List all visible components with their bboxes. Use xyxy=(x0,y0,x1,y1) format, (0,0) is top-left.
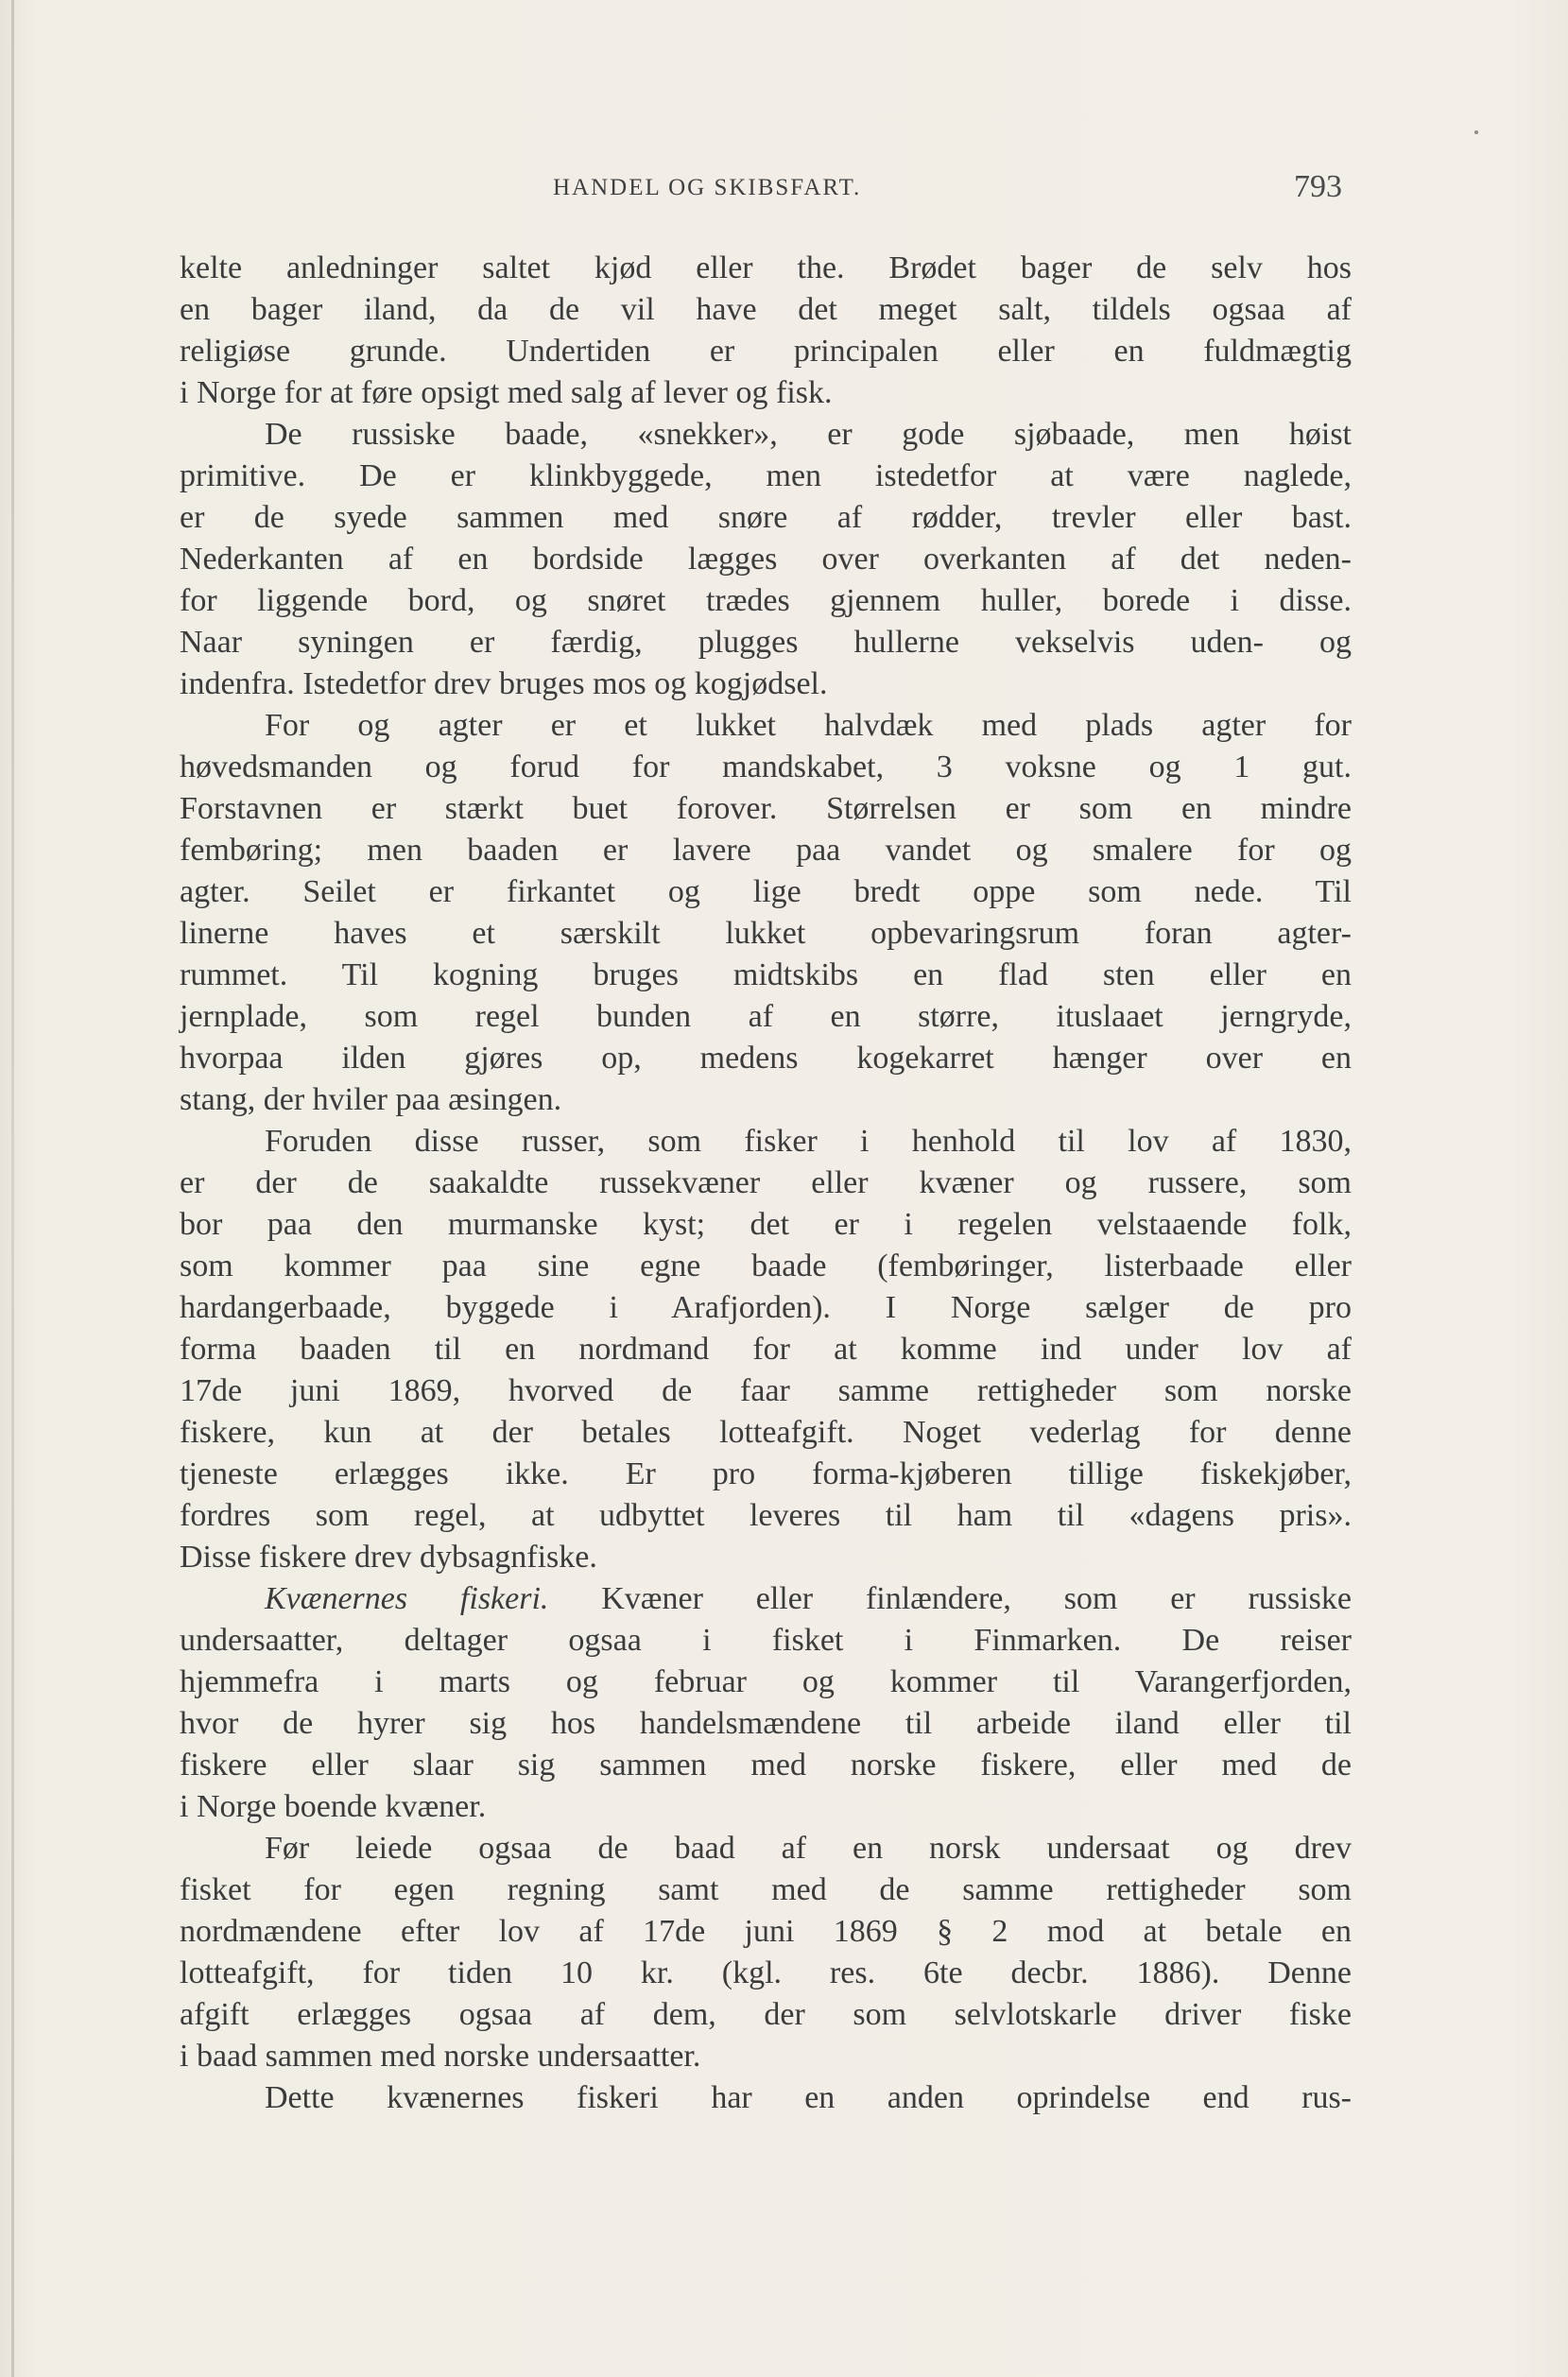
line-text: Nederkanten af en bordside lægges over overkanten af det neden- xyxy=(180,542,1352,577)
line-text: for liggende bord, og snøret trædes gjennem huller, borede i disse. xyxy=(180,583,1352,618)
text-line xyxy=(180,1828,1352,1869)
italic-heading: Kvænernes fiskeri. xyxy=(265,1581,549,1616)
line-text: hjemmefra i marts og februar og kommer til Varangerfjorden, xyxy=(180,1664,1352,1699)
text-line xyxy=(180,1329,1352,1370)
line-text: indenfra. Istedetfor drev bruges mos og kogjødsel. xyxy=(180,666,828,701)
text-line xyxy=(180,830,1352,871)
running-title: HANDEL OG SKIBSFART. xyxy=(553,175,862,200)
line-text: tjeneste erlægges ikke. Er pro forma-kjøberen tillige fiskekjøber, xyxy=(180,1456,1352,1491)
line-text: Dette kvænernes fiskeri har en anden oprindelse end rus- xyxy=(265,2080,1352,2115)
line-text: er der de saakaldte russekvæner eller kvæner og russere, som xyxy=(180,1165,1352,1200)
line-text: Naar syningen er færdig, plugges hullerne vekselvis uden- og xyxy=(180,625,1352,660)
text-line xyxy=(180,1454,1352,1495)
line-text: stang, der hviler paa æsingen. xyxy=(180,1082,562,1117)
text-line xyxy=(180,497,1352,539)
text-line xyxy=(180,1953,1352,1994)
line-text: Forstavnen er stærkt buet forover. Størrelsen er som en mindre xyxy=(180,791,1352,826)
text-line xyxy=(180,1662,1352,1703)
text-line xyxy=(180,1911,1352,1953)
line-text: Før leiede ogsaa de baad af en norsk undersaat og drev xyxy=(265,1831,1352,1866)
text-line xyxy=(180,1121,1352,1163)
line-text: en bager iland, da de vil have det meget salt, tildels ogsaa af xyxy=(180,292,1352,327)
text-line xyxy=(180,2036,1352,2077)
line-text: i baad sammen med norske undersaatter. xyxy=(180,2039,701,2074)
text-line xyxy=(180,414,1352,456)
line-text: fisket for egen regning samt med de samme rettigheder som xyxy=(180,1872,1352,1907)
line-text: er de syede sammen med snøre af rødder, trevler eller bast. xyxy=(180,500,1352,535)
text-line xyxy=(180,1163,1352,1204)
text-line xyxy=(180,1038,1352,1079)
line-text: jernplade, som regel bunden af en større, ituslaaet jerngryde, xyxy=(180,999,1352,1034)
text-line xyxy=(180,871,1352,913)
line-text: 17de juni 1869, hvorved de faar samme rettigheder som norske xyxy=(180,1373,1352,1408)
binding-edge xyxy=(11,0,14,2377)
text-line xyxy=(180,456,1352,497)
text-line xyxy=(180,1745,1352,1786)
paper-speck xyxy=(1474,130,1478,134)
line-text: rummet. Til kogning bruges midtskibs en flad sten eller en xyxy=(180,957,1352,992)
text-line xyxy=(180,1287,1352,1329)
text-line xyxy=(180,248,1352,289)
text-line xyxy=(180,289,1352,331)
text-line xyxy=(180,331,1352,372)
text-line xyxy=(180,622,1352,663)
text-line xyxy=(180,996,1352,1038)
text-line xyxy=(180,955,1352,996)
line-text: som kommer paa sine egne baade (fembøringer, listerbaade eller xyxy=(180,1249,1352,1283)
line-text: i Norge for at føre opsigt med salg af lever og fisk. xyxy=(180,375,833,410)
line-text: undersaatter, deltager ogsaa i fisket i Finmarken. De reiser xyxy=(180,1623,1352,1658)
text-line xyxy=(180,2077,1352,2119)
text-line xyxy=(180,1079,1352,1121)
text-line xyxy=(180,705,1352,747)
line-text: primitive. De er klinkbyggede, men istedetfor at være naglede, xyxy=(180,458,1352,493)
page-number: 793 xyxy=(1294,169,1342,204)
text-line xyxy=(180,663,1352,705)
line-text: For og agter er et lukket halvdæk med plads agter for xyxy=(265,708,1352,743)
line-text: linerne haves et særskilt lukket opbevaringsrum foran agter- xyxy=(180,916,1352,951)
line-text: afgift erlægges ogsaa af dem, der som selvlotskarle driver fiske xyxy=(180,1997,1352,2032)
body-text xyxy=(180,248,1352,2119)
text-line xyxy=(180,1495,1352,1537)
line-text: forma baaden til en nordmand for at komme ind under lov af xyxy=(180,1332,1352,1367)
line-text: nordmændene efter lov af 17de juni 1869 § 2 mod at betale en xyxy=(180,1914,1352,1949)
line-text: høvedsmanden og forud for mandskabet, 3 voksne og 1 gut. xyxy=(180,749,1352,784)
text-line xyxy=(180,747,1352,788)
text-line xyxy=(180,1537,1352,1578)
text-line xyxy=(180,1578,1352,1620)
line-text: fembøring; men baaden er lavere paa vandet og smalere for og xyxy=(180,833,1352,868)
line-text: fordres som regel, at udbyttet leveres til ham til «dagens pris». xyxy=(180,1498,1352,1533)
text-line xyxy=(180,1412,1352,1454)
line-text: De russiske baade, «snekker», er gode sjøbaade, men høist xyxy=(265,417,1352,452)
line-text: hvor de hyrer sig hos handelsmændene til arbeide iland eller til xyxy=(180,1706,1352,1741)
line-text: hvorpaa ilden gjøres op, medens kogekarret hænger over en xyxy=(180,1041,1352,1076)
line-text: religiøse grunde. Undertiden er principalen eller en fuldmægtig xyxy=(180,334,1352,369)
text-line xyxy=(180,1994,1352,2036)
text-line xyxy=(180,1786,1352,1828)
text-line xyxy=(180,539,1352,580)
line-text: Kvæner eller finlændere, som er russiske xyxy=(548,1581,1352,1616)
line-text: fiskere eller slaar sig sammen med norske fiskere, eller med de xyxy=(180,1748,1352,1783)
line-text: Disse fiskere drev dybsagnfiske. xyxy=(180,1540,597,1575)
text-line xyxy=(180,913,1352,955)
text-line xyxy=(180,1703,1352,1745)
line-text: agter. Seilet er firkantet og lige bredt oppe som nede. Til xyxy=(180,874,1352,909)
text-line xyxy=(180,1620,1352,1662)
line-text: hardangerbaade, byggede i Arafjorden). I Norge sælger de pro xyxy=(180,1290,1352,1325)
text-line xyxy=(180,372,1352,414)
text-line xyxy=(180,580,1352,622)
text-line xyxy=(180,788,1352,830)
text-line xyxy=(180,1246,1352,1287)
page-header xyxy=(189,169,1342,213)
text-line xyxy=(180,1204,1352,1246)
line-text: bor paa den murmanske kyst; det er i regelen velstaaende folk, xyxy=(180,1207,1352,1242)
line-text: i Norge boende kvæner. xyxy=(180,1789,487,1824)
line-text: lotteafgift, for tiden 10 kr. (kgl. res. 6te decbr. 1886). Denne xyxy=(180,1955,1352,1990)
text-line xyxy=(180,1869,1352,1911)
line-text: kelte anledninger saltet kjød eller the. Brødet bager de selv hos xyxy=(180,250,1352,285)
line-text: fiskere, kun at der betales lotteafgift. Noget vederlag for denne xyxy=(180,1415,1352,1450)
line-text: Foruden disse russer, som fisker i henhold til lov af 1830, xyxy=(265,1124,1352,1159)
text-line xyxy=(180,1370,1352,1412)
